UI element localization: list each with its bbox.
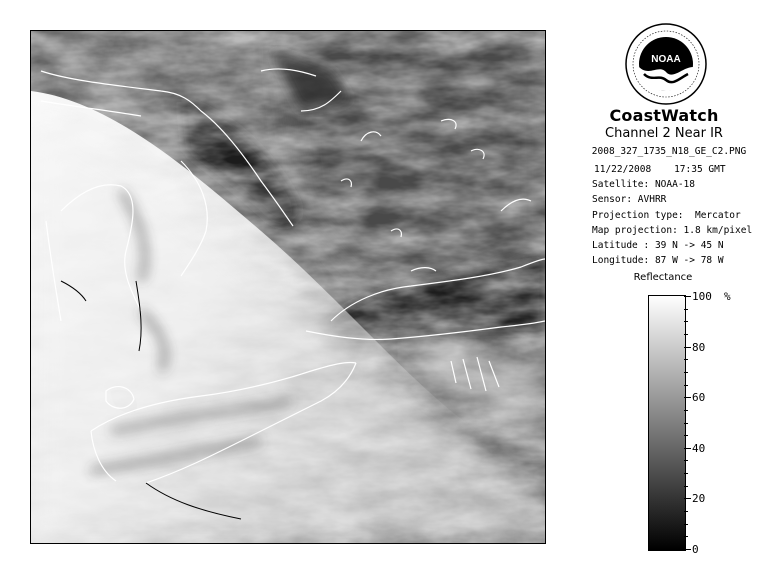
metadata-value: 1.8 km/pixel (683, 224, 753, 236)
colorbar-tick-label: 80 (692, 341, 706, 354)
metadata-value: AVHRR (637, 194, 667, 206)
colorbar-tick-label: 100 (692, 290, 712, 303)
colorbar-tick (684, 511, 688, 512)
colorbar-tick-label: 20 (692, 492, 706, 505)
colorbar-tick-label: 40 (692, 442, 706, 455)
colorbar-tick (684, 347, 691, 348)
metadata-key: Sensor: (592, 194, 633, 206)
colorbar-tick (684, 460, 688, 461)
colorbar-tick (684, 498, 691, 499)
colorbar-tick (684, 309, 688, 310)
file-name: 2008_327_1735_N18_GE_C2.PNG (591, 146, 747, 157)
metadata-row (592, 223, 782, 238)
metadata-key: Longitude: (592, 255, 650, 267)
colorbar-tick (684, 334, 688, 335)
metadata-key: Map projection: (592, 224, 678, 236)
metadata-key: Projection type: (592, 209, 684, 221)
metadata-key: Latitude : (592, 240, 650, 252)
colorbar-tick (684, 536, 688, 537)
satellite-image (30, 30, 546, 544)
colorbar-tick (684, 321, 688, 322)
colorbar-tick (684, 296, 691, 297)
logo-text: NOAA (651, 54, 681, 65)
colorbar-tick (684, 410, 688, 411)
colorbar-tick (684, 524, 688, 525)
metadata-row (592, 253, 782, 268)
metadata-value: Mercator (694, 209, 741, 221)
colorbar-tick (684, 448, 691, 449)
brand-title: CoastWatch (609, 106, 719, 125)
colorbar-tick (684, 486, 688, 487)
noaa-logo (624, 22, 708, 106)
colorbar-tick-label: 0 (692, 543, 699, 556)
colorbar-tick (684, 549, 691, 550)
metadata-key: Satellite: (592, 179, 650, 191)
scale-title: Reflectance (633, 272, 693, 283)
colorbar-tick (684, 359, 688, 360)
channel-label: Channel 2 Near IR (605, 126, 723, 141)
metadata-row (592, 177, 782, 192)
colorbar-tick (684, 385, 688, 386)
colorbar-tick (684, 423, 688, 424)
colorbar-tick (684, 435, 688, 436)
datetime-label: 11/22/2008 17:35 GMT (594, 164, 726, 175)
metadata-value: NOAA-18 (654, 179, 695, 191)
metadata-block (592, 162, 782, 268)
colorbar-tick (684, 397, 691, 398)
info-panel (560, 0, 782, 572)
metadata-row (592, 208, 782, 223)
colorbar-tick-label: 60 (692, 391, 706, 404)
metadata-row (592, 238, 782, 253)
colorbar-tick (684, 372, 688, 373)
metadata-value: 87 W -> 78 W (654, 255, 724, 267)
colorbar-tick (684, 473, 688, 474)
scale-unit: % (724, 290, 731, 303)
metadata-value: 39 N -> 45 N (654, 240, 724, 252)
satellite-image-svg (31, 31, 545, 543)
reflectance-colorbar (648, 295, 686, 551)
metadata-row (592, 192, 782, 207)
noaa-emblem-icon (624, 22, 708, 106)
